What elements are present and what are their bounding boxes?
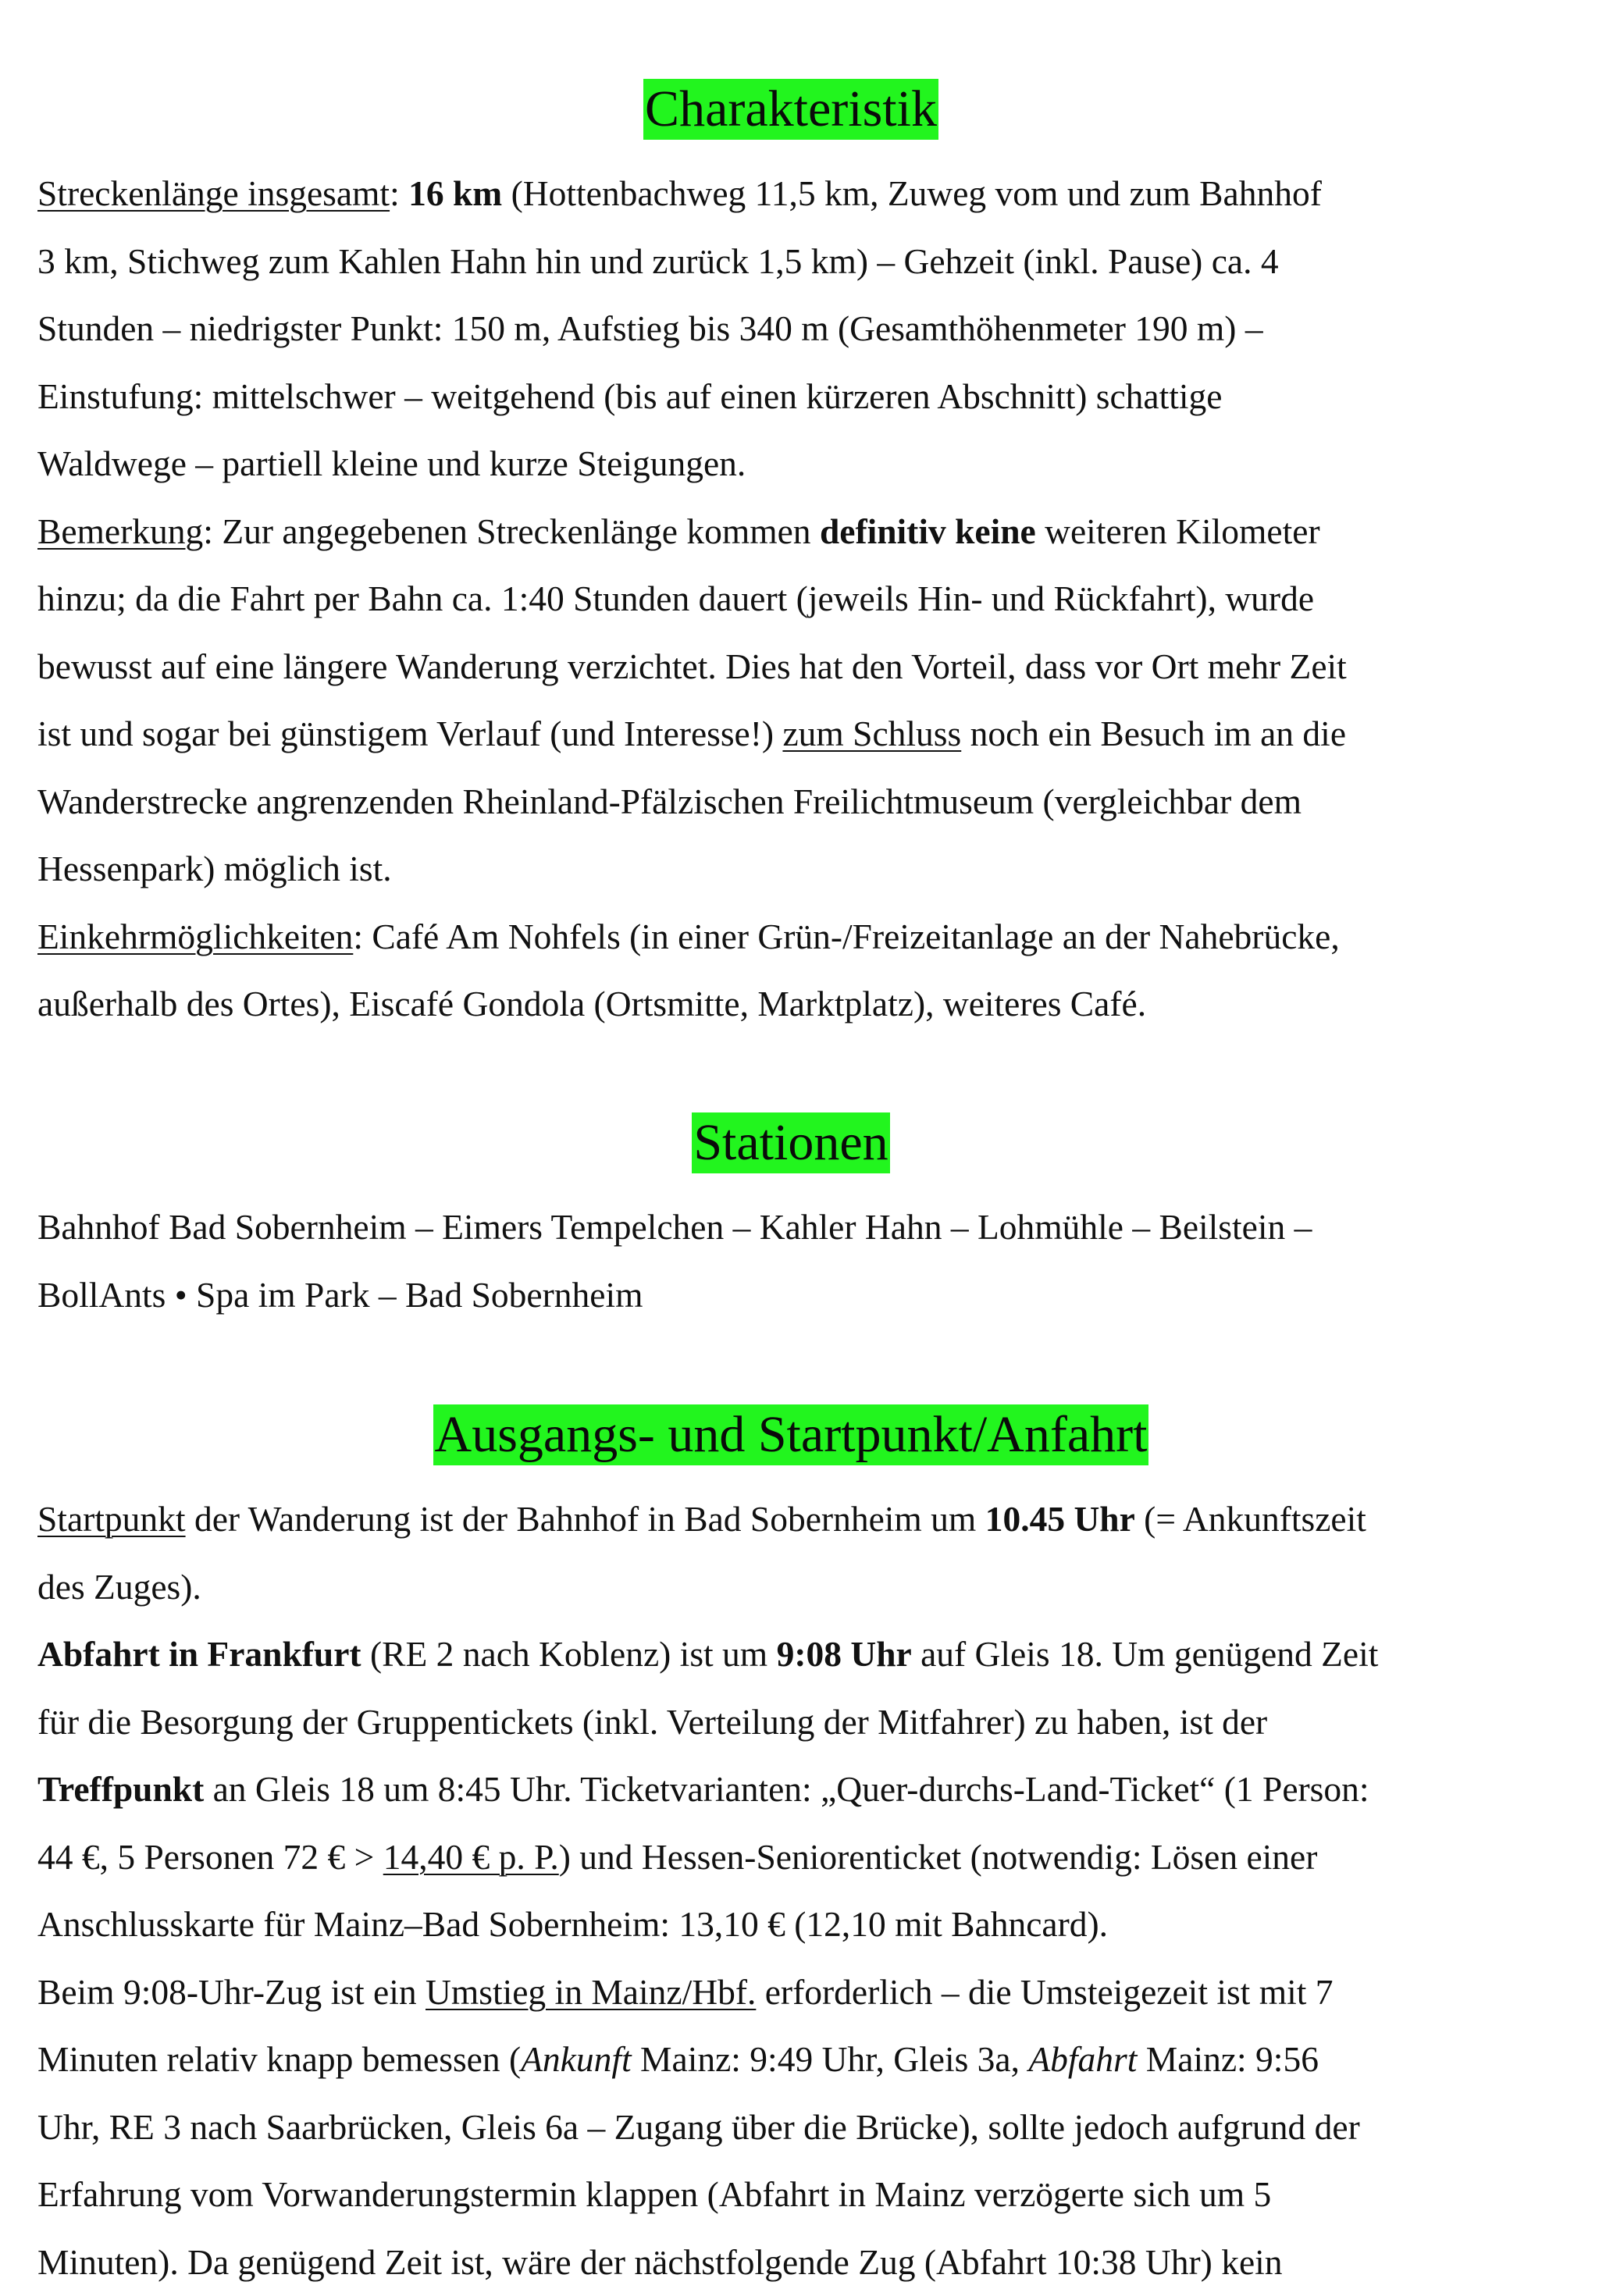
departure-label: Abfahrt (1028, 2039, 1137, 2079)
start-line: Erfahrung vom Vorwanderungstermin klappen (Abfahrt in Mainz verzögerte sich um 5 (37, 2161, 1544, 2229)
stations-line: Bahnhof Bad Sobernheim – Eimers Tempelchen – Kahler Hahn – Lohmühle – Beilstein – (37, 1194, 1544, 1262)
start-line: Minuten). Da genügend Zeit ist, wäre der nächstfolgende Zug (Abfahrt 10:38 Uhr) kein (37, 2229, 1544, 2296)
text-segment: (RE 2 nach Koblenz) ist um (361, 1634, 777, 1674)
underlined-finally: zum Schluss (782, 714, 961, 753)
characteristics-line: bewusst auf eine längere Wanderung verzichtet. Dies hat den Vorteil, dass vor Ort mehr Zeit (37, 633, 1544, 701)
start-time: 10.45 Uhr (985, 1499, 1135, 1539)
characteristics-line (37, 160, 1544, 228)
characteristics-section (37, 160, 1544, 1038)
heading-characteristics-wrap (37, 79, 1544, 140)
emphasis-no-extra-km: definitiv keine (820, 511, 1036, 551)
text-segment: Mainz: 9:49 Uhr, Gleis 3a, (632, 2039, 1029, 2079)
characteristics-line: Stunden – niedrigster Punkt: 150 m, Aufstieg bis 340 m (Gesamthöhenmeter 190 m) – (37, 295, 1544, 363)
characteristics-line: Waldwege – partiell kleine und kurze Steigungen. (37, 430, 1544, 498)
text-segment: erforderlich – die Umsteigezeit ist mit 7 (756, 1972, 1333, 2012)
characteristics-line: Wanderstrecke angrenzenden Rheinland-Pfälzischen Freilichtmuseum (vergleichbar dem (37, 768, 1544, 836)
stations-section (37, 1194, 1544, 1329)
heading-start-wrap (37, 1404, 1544, 1465)
text-segment: : Zur angegebenen Streckenlänge kommen (203, 511, 820, 551)
characteristics-line: hinzu; da die Fahrt per Bahn ca. 1:40 Stunden dauert (jeweils Hin- und Rückfahrt), wurde (37, 565, 1544, 633)
characteristics-line: Einstufung: mittelschwer – weitgehend (bis auf einen kürzeren Abschnitt) schattige (37, 363, 1544, 431)
text-segment: noch ein Besuch im an die (961, 714, 1346, 753)
label-starting-point: Startpunkt (37, 1499, 186, 1539)
meeting-point-label: Treffpunkt (37, 1769, 204, 1809)
text-segment: an Gleis 18 um 8:45 Uhr. Ticketvarianten: „Quer-durchs-Land-Ticket“ (1 Person: (204, 1769, 1369, 1809)
heading-stations: Stationen (692, 1112, 889, 1173)
text-segment: 44 €, 5 Personen 72 € > (37, 1837, 383, 1877)
arrival-label: Ankunft (521, 2039, 632, 2079)
heading-stations-wrap (37, 1112, 1544, 1173)
label-route-length: Streckenlänge insgesamt (37, 173, 390, 213)
start-line: für die Besorgung der Gruppentickets (inkl. Verteilung der Mitfahrer) zu haben, ist der (37, 1689, 1544, 1757)
text-segment: : (390, 173, 408, 213)
start-line (37, 1486, 1544, 1554)
text-segment: : Café Am Nohfels (in einer Grün-/Freizeitanlage an der Nahebrücke, (353, 917, 1339, 956)
text-segment: der Wanderung ist der Bahnhof in Bad Sobernheim um (186, 1499, 985, 1539)
text-segment: (Hottenbachweg 11,5 km, Zuweg vom und zum Bahnhof (502, 173, 1322, 213)
text-segment: ist und sogar bei günstigem Verlauf (und Interesse!) (37, 714, 782, 753)
start-line (37, 1621, 1544, 1689)
text-segment: auf Gleis 18. Um genügend Zeit (912, 1634, 1379, 1674)
heading-characteristics: Charakteristik (643, 79, 938, 140)
transfer-mainz: Umstieg in Mainz/Hbf. (426, 1972, 756, 2012)
text-segment: weiteren Kilometer (1036, 511, 1320, 551)
stations-line: BollAnts • Spa im Park – Bad Sobernheim (37, 1262, 1544, 1330)
start-line: Anschlusskarte für Mainz–Bad Sobernheim: 13,10 € (12,10 mit Bahncard). (37, 1891, 1544, 1959)
characteristics-line (37, 903, 1544, 971)
start-line (37, 1959, 1544, 2027)
text-segment: Minuten relativ knapp bemessen ( (37, 2039, 521, 2079)
characteristics-line (37, 700, 1544, 768)
text-segment: (= Ankunftszeit (1135, 1499, 1366, 1539)
characteristics-line: außerhalb des Ortes), Eiscafé Gondola (Ortsmitte, Marktplatz), weiteres Café. (37, 970, 1544, 1038)
heading-start: Ausgangs- und Startpunkt/Anfahrt (433, 1404, 1149, 1465)
start-section (37, 1486, 1544, 2296)
departure-frankfurt-label: Abfahrt in Frankfurt (37, 1634, 361, 1674)
characteristics-line: Hessenpark) möglich ist. (37, 835, 1544, 903)
text-segment: ) und Hessen-Seniorenticket (notwendig: Lösen einer (559, 1837, 1318, 1877)
label-refreshments: Einkehrmöglichkeiten (37, 917, 353, 956)
start-line: des Zuges). (37, 1554, 1544, 1621)
start-line (37, 1824, 1544, 1892)
departure-time: 9:08 Uhr (777, 1634, 912, 1674)
characteristics-line: 3 km, Stichweg zum Kahlen Hahn hin und zurück 1,5 km) – Gehzeit (inkl. Pause) ca. 4 (37, 228, 1544, 296)
characteristics-line (37, 498, 1544, 566)
start-line (37, 1756, 1544, 1824)
text-segment: Beim 9:08-Uhr-Zug ist ein (37, 1972, 426, 2012)
start-line: Uhr, RE 3 nach Saarbrücken, Gleis 6a – Zugang über die Brücke), sollte jedoch aufgrund der (37, 2094, 1544, 2162)
total-distance: 16 km (408, 173, 502, 213)
start-line (37, 2026, 1544, 2094)
label-remark: Bemerkung (37, 511, 203, 551)
price-per-person: 14,40 € p. P. (383, 1837, 559, 1877)
text-segment: Mainz: 9:56 (1137, 2039, 1319, 2079)
